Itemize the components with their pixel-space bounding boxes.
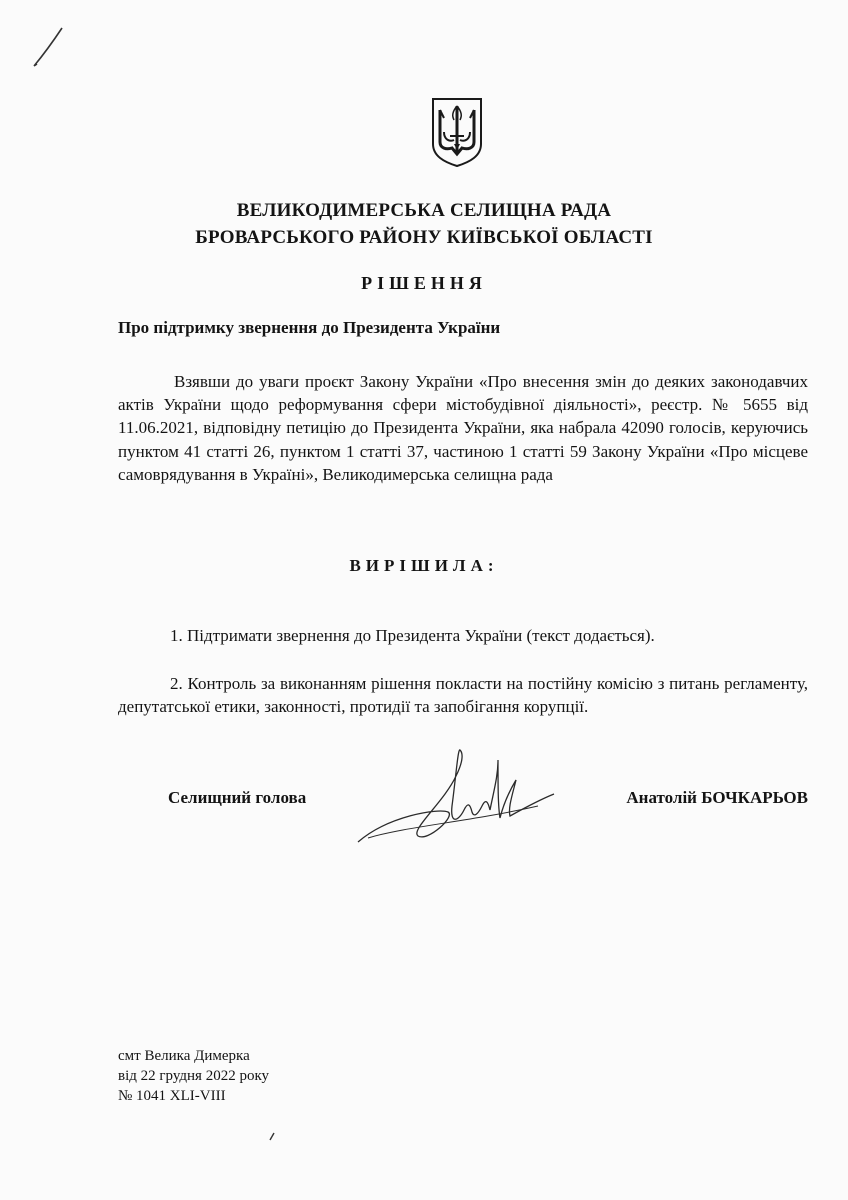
council-name-line1: ВЕЛИКОДИМЕРСЬКА СЕЛИЩНА РАДА xyxy=(236,200,612,221)
decision-subject: Про підтримку звернення до Президента України xyxy=(118,318,501,337)
council-name-line2: БРОВАРСЬКОГО РАЙОНУ КИЇВСЬКОЇ ОБЛАСТІ xyxy=(195,227,653,248)
footer-place: смт Велика Димерка xyxy=(118,1048,250,1064)
resolution-item-2: 2. Контроль за виконанням рішення покласти на постійну комісію з питань регламенту, депутатської етики, законності, протидії та запобігання корупції. xyxy=(118,674,808,717)
preamble-paragraph: Взявши до уваги проєкт Закону України «Про внесення змін до деяких законодавчих актів України щодо реформування сфери містобудівної діяльності», реєстр. № 5655 від 11.06.2021, відповідну петицію до Президента України, яка набрала 42090 голосів, керуючись пунктом 41 статті 26, пунктом 1 статті 37, частиною 1 статті 59 Закону України «Про місцеве самоврядування в Україні», Великодимерська селищна рада xyxy=(118,372,808,484)
decision-title: РІШЕННЯ xyxy=(361,273,487,293)
signatory-role: Селищний голова xyxy=(168,788,307,807)
pen-stroke-mark xyxy=(28,24,68,74)
signatory-name: Анатолій БОЧКАРЬОВ xyxy=(626,788,808,807)
handwritten-signature xyxy=(348,746,558,856)
document-footer xyxy=(118,1046,269,1106)
trident-coat-of-arms-icon xyxy=(430,96,484,168)
resolved-heading: ВИРІШИЛА: xyxy=(349,556,499,575)
pen-tick-mark xyxy=(268,1130,278,1142)
footer-number: № 1041 XLI-VIII xyxy=(118,1088,226,1104)
resolution-item-1: 1. Підтримати звернення до Президента України (текст додається). xyxy=(170,626,655,645)
footer-date: від 22 грудня 2022 року xyxy=(118,1068,270,1084)
